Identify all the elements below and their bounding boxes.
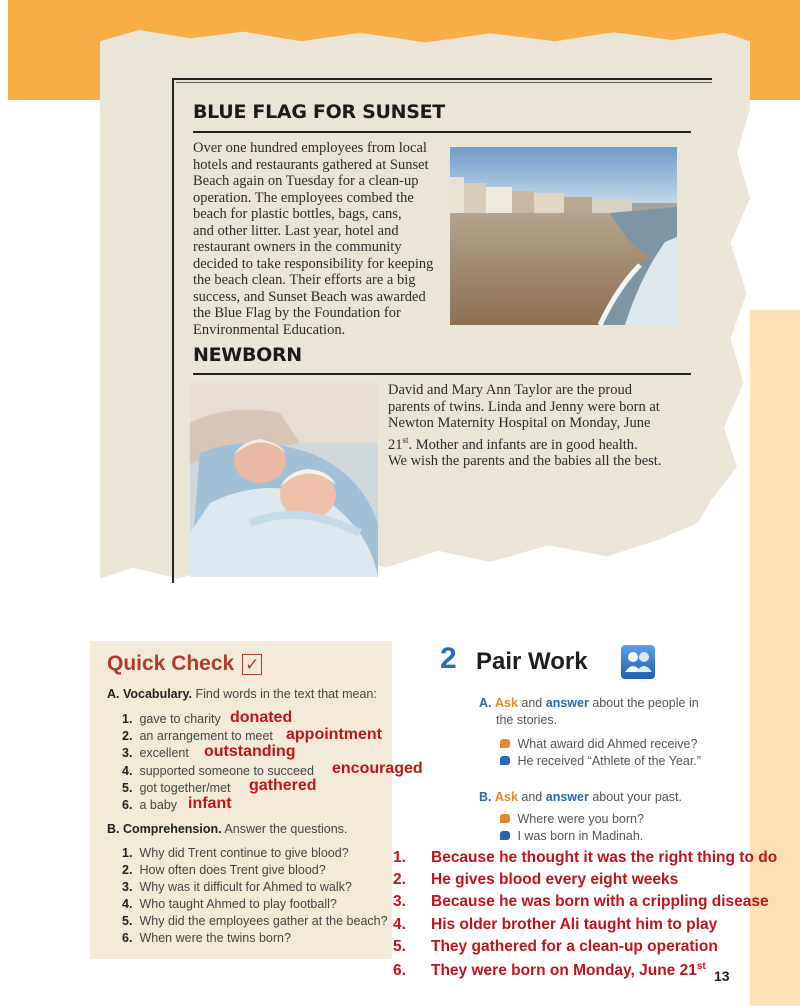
article-line: Newton Maternity Hospital on Monday, June — [388, 415, 651, 431]
instruction-text: about your past. — [592, 790, 682, 804]
answer-number: 5. — [393, 938, 406, 955]
answer-number: 3. — [393, 893, 406, 910]
headline-rule — [193, 373, 691, 375]
dialogue-text: I was born in Madinah. — [517, 829, 644, 843]
vocab-definition: a baby — [139, 798, 178, 812]
quick-check-title — [107, 652, 262, 676]
comprehension-question — [122, 880, 352, 894]
item-number: 4. — [122, 764, 133, 778]
newborn-photo — [190, 383, 378, 577]
date-suffix: st — [402, 434, 409, 445]
newspaper-frame-line — [172, 78, 174, 583]
answer-text: He gives blood every eight weeks — [431, 871, 679, 888]
vocab-item — [122, 712, 221, 726]
dialogue-question — [500, 737, 697, 751]
dialogue-answer — [500, 754, 701, 768]
vocab-answer: encouraged — [332, 760, 423, 777]
comprehension-question — [122, 846, 349, 860]
speech-bubble-icon — [500, 756, 510, 765]
answer-word: answer — [545, 790, 589, 804]
article-line — [388, 432, 678, 453]
speech-bubble-icon — [500, 814, 510, 823]
answer-text: They were born on Monday, June 21 — [431, 962, 697, 980]
pair-work-icon — [621, 645, 655, 679]
section-label: B. — [479, 790, 492, 804]
speech-bubble-icon — [500, 831, 510, 840]
vocab-answer: gathered — [249, 777, 317, 794]
item-number: 6. — [122, 931, 133, 945]
connector-word: and — [521, 790, 543, 804]
item-number: 1. — [122, 846, 133, 860]
vocab-item — [122, 798, 177, 812]
question-text: How often does Trent give blood? — [139, 863, 326, 877]
item-number: 6. — [122, 798, 133, 812]
vocab-item — [122, 781, 231, 795]
answer-number: 1. — [393, 849, 406, 866]
section-title: Comprehension. — [122, 822, 222, 836]
comprehension-answer — [393, 916, 717, 934]
dialogue-question — [500, 812, 644, 826]
newborn-photo-illustration — [190, 383, 378, 577]
answer-text: They gathered for a clean-up operation — [431, 938, 718, 955]
question-text: Who taught Ahmed to play football? — [139, 897, 337, 911]
article-body — [193, 140, 439, 338]
comprehension-question — [122, 863, 326, 877]
answer-text: His older brother Ali taught him to play — [431, 916, 718, 933]
question-text: When were the twins born? — [139, 931, 291, 945]
answer-text: Because he thought it was the right thing to do — [431, 849, 778, 866]
article-line: operation. The employees combed the — [193, 189, 414, 206]
page-number: 13 — [714, 968, 730, 984]
pair-work-instruction-b — [479, 790, 682, 804]
article-line: the Blue Flag by the Foundation for — [193, 305, 401, 321]
vocab-definition: got together/met — [139, 781, 231, 795]
article-line: restaurant owners in the community — [193, 239, 402, 255]
answer-number: 2. — [393, 871, 406, 888]
headline-rule — [193, 131, 691, 133]
vocab-answer: outstanding — [204, 743, 296, 760]
article-line: David and Mary Ann Taylor are the proud — [388, 382, 632, 398]
newspaper-frame-line — [172, 78, 712, 80]
connector-word: and — [521, 696, 543, 710]
vocab-answer: appointment — [286, 726, 382, 743]
article-line: parents of twins. Linda and Jenny were born at — [388, 398, 660, 415]
article-headline: BLUE FLAG FOR SUNSET — [193, 101, 445, 123]
beach-photo — [450, 147, 677, 325]
vocabulary-instruction — [107, 687, 377, 701]
vocab-item — [122, 729, 273, 743]
comprehension-answer — [393, 938, 718, 956]
question-text: Why did the employees gather at the beach? — [139, 914, 388, 928]
item-number: 3. — [122, 746, 133, 760]
beach-photo-illustration — [450, 147, 677, 325]
vocab-answer: infant — [188, 795, 232, 812]
comprehension-instruction — [107, 822, 347, 836]
newspaper-frame-line — [176, 82, 712, 83]
dialogue-text: Where were you born? — [517, 812, 644, 826]
section-label: A. — [479, 696, 492, 710]
vocab-definition: gave to charity — [139, 712, 221, 726]
comprehension-question — [122, 914, 388, 928]
vocab-definition: an arrangement to meet — [139, 729, 273, 743]
article-headline: NEWBORN — [193, 344, 302, 366]
article-line: decided to take responsibility for keeping — [193, 255, 434, 272]
dialogue-text: He received “Athlete of the Year.” — [517, 754, 701, 768]
ask-word: Ask — [494, 696, 518, 710]
article-line: Over one hundred employees from local — [193, 140, 427, 156]
item-number: 4. — [122, 897, 133, 911]
article-line: the beach clean. Their efforts are a big — [193, 272, 416, 288]
dialogue-answer — [500, 829, 643, 843]
vocab-item — [122, 764, 314, 778]
answer-superscript: st — [696, 961, 706, 972]
ask-word: Ask — [494, 790, 518, 804]
answer-number: 4. — [393, 916, 406, 933]
answer-text: Because he was born with a crippling disease — [431, 893, 769, 910]
section-number: 2 — [440, 642, 457, 675]
question-text: Why did Trent continue to give blood? — [139, 846, 349, 860]
article-text: . Mother and infants are in good health. — [408, 436, 638, 453]
section-instruction: Answer the questions. — [224, 822, 348, 836]
vocab-answer: donated — [230, 709, 293, 726]
pair-work-instruction-a-cont: the stories. — [496, 713, 558, 727]
pair-work-title: Pair Work — [476, 648, 588, 675]
article-body — [388, 382, 678, 469]
article-line: and other litter. Last year, hotel and — [193, 222, 399, 239]
comprehension-answer — [393, 961, 706, 980]
vocab-item — [122, 746, 189, 760]
comprehension-answer — [393, 849, 777, 867]
article-line: Environmental Education. — [193, 321, 346, 338]
date-day: 21 — [388, 436, 403, 453]
article-line: success, and Sunset Beach was awarded — [193, 288, 426, 305]
checkmark-icon: ✓ — [242, 654, 262, 675]
speech-bubble-icon — [500, 739, 510, 748]
section-title: Vocabulary. — [122, 687, 192, 701]
instruction-text: about the people in — [592, 696, 699, 710]
section-instruction: Find words in the text that mean: — [195, 687, 377, 701]
article-line: beach for plastic bottles, bags, cans, — [193, 206, 402, 222]
article-line: We wish the parents and the babies all the best. — [388, 452, 662, 469]
quick-check-title-text: Quick Check — [107, 652, 235, 675]
item-number: 2. — [122, 863, 133, 877]
dialogue-text: What award did Ahmed receive? — [517, 737, 698, 751]
section-label: A. — [107, 687, 120, 701]
question-text: Why was it difficult for Ahmed to walk? — [139, 880, 352, 894]
pair-work-instruction-a — [479, 696, 699, 710]
article-line: Beach again on Tuesday for a clean-up — [193, 173, 419, 189]
item-number: 5. — [122, 914, 133, 928]
comprehension-answer — [393, 893, 769, 911]
item-number: 2. — [122, 729, 133, 743]
section-label: B. — [107, 822, 120, 836]
comprehension-question — [122, 897, 337, 911]
answer-word: answer — [545, 696, 589, 710]
vocab-definition: supported someone to succeed — [139, 764, 314, 778]
item-number: 1. — [122, 712, 133, 726]
vocab-definition: excellent — [139, 746, 189, 760]
comprehension-answer — [393, 871, 678, 889]
item-number: 5. — [122, 781, 133, 795]
answer-number: 6. — [393, 962, 406, 980]
article-line: hotels and restaurants gathered at Sunset — [193, 156, 429, 173]
comprehension-question — [122, 931, 291, 945]
item-number: 3. — [122, 880, 133, 894]
two-people-icon — [621, 645, 655, 679]
